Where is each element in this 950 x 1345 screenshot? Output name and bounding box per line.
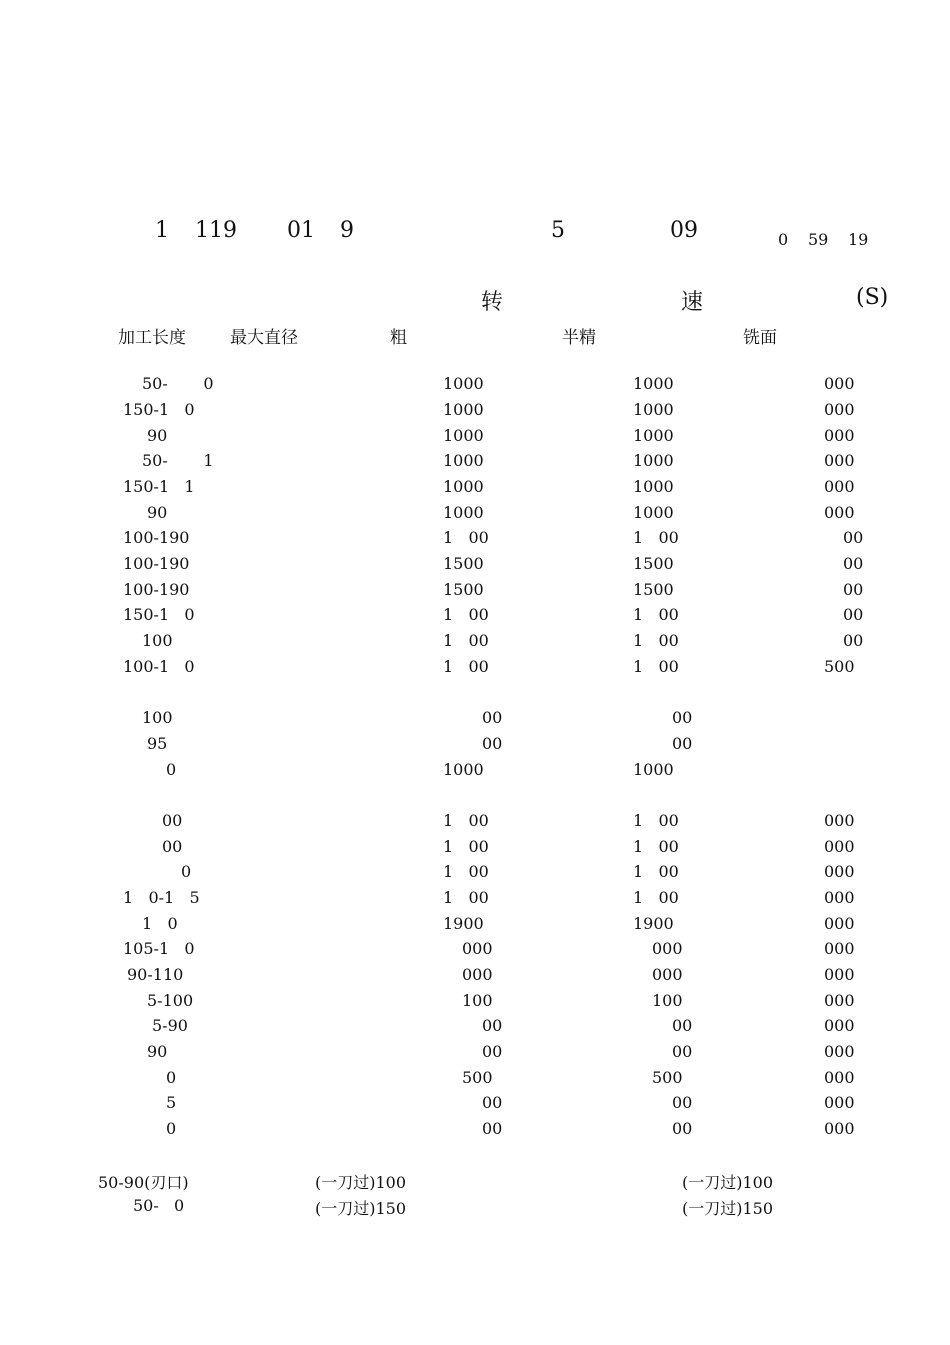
semi-cell: 1 00	[633, 631, 679, 650]
mill-cell: 000	[824, 965, 855, 984]
rough-cell: 00	[482, 734, 503, 753]
top-small-number-1: 0	[778, 230, 789, 249]
mill-cell: 000	[824, 862, 855, 881]
length-cell: 100-190	[123, 528, 190, 547]
semi-cell: (一刀过)100	[682, 1173, 774, 1192]
length-cell: 0	[166, 760, 177, 779]
semi-cell: 1 00	[633, 888, 679, 907]
semi-cell: 00	[672, 734, 693, 753]
semi-cell: 1000	[633, 503, 674, 522]
mill-cell: 00	[843, 580, 864, 599]
top-small-number-2: 59	[808, 230, 829, 249]
mill-cell: 00	[843, 528, 864, 547]
mill-cell: 000	[824, 914, 855, 933]
semi-cell: 1 00	[633, 837, 679, 856]
semi-cell: 1000	[633, 426, 674, 445]
rough-cell: 1500	[443, 580, 484, 599]
semi-cell: 1500	[633, 580, 674, 599]
length-cell: 5-90	[152, 1016, 188, 1035]
mill-cell: 00	[843, 554, 864, 573]
rough-cell: 1 00	[443, 631, 489, 650]
length-cell: 90-110	[127, 965, 184, 984]
mill-cell: 000	[824, 426, 855, 445]
length-cell: 100	[142, 708, 173, 727]
rough-cell: 1000	[443, 477, 484, 496]
top-number-6: 09	[670, 218, 698, 243]
semi-cell: 1000	[633, 760, 674, 779]
mill-cell: 500	[824, 657, 855, 676]
length-cell: 0	[181, 862, 192, 881]
semi-cell: 1500	[633, 554, 674, 573]
top-number-3: 01	[287, 218, 315, 243]
semi-cell: 00	[672, 1016, 693, 1035]
length-cell: 5	[166, 1093, 177, 1112]
rough-cell: 1 00	[443, 657, 489, 676]
semi-cell: 1000	[633, 451, 674, 470]
rough-cell: 00	[482, 1093, 503, 1112]
mill-cell: 000	[824, 451, 855, 470]
rough-cell: 000	[462, 965, 493, 984]
length-cell: 90	[147, 426, 168, 445]
header-rough: 粗	[390, 328, 407, 348]
mill-cell: 000	[824, 1068, 855, 1087]
rough-cell: 1 00	[443, 605, 489, 624]
mill-cell: 00	[843, 605, 864, 624]
semi-cell: 000	[652, 965, 683, 984]
title-char-1: 转	[481, 290, 504, 315]
semi-cell: (一刀过)150	[682, 1199, 774, 1218]
rough-cell: 1000	[443, 451, 484, 470]
rough-cell: 1000	[443, 374, 484, 393]
length-cell: 50-90(刃口)	[98, 1173, 189, 1192]
semi-cell: 00	[672, 1093, 693, 1112]
length-cell: 50- 1	[142, 451, 214, 470]
mill-cell: 000	[824, 374, 855, 393]
rough-cell: (一刀过)100	[315, 1173, 407, 1192]
semi-cell: 1 00	[633, 657, 679, 676]
semi-cell: 1 00	[633, 605, 679, 624]
rough-cell: 1 00	[443, 528, 489, 547]
semi-cell: 100	[652, 991, 683, 1010]
title-unit: (S)	[856, 285, 889, 310]
length-cell: 100	[142, 631, 173, 650]
length-cell: 50- 0	[133, 1196, 185, 1215]
length-cell: 50- 0	[142, 374, 214, 393]
length-cell: 100-190	[123, 580, 190, 599]
semi-cell: 1000	[633, 400, 674, 419]
semi-cell: 00	[672, 1119, 693, 1138]
mill-cell: 000	[824, 1042, 855, 1061]
top-number-2: 119	[195, 218, 237, 243]
title-char-2: 速	[681, 290, 704, 315]
length-cell: 1 0-1 5	[123, 888, 200, 907]
length-cell: 150-1 0	[123, 400, 195, 419]
length-cell: 100-1 0	[123, 657, 195, 676]
semi-cell: 1 00	[633, 528, 679, 547]
length-cell: 100-190	[123, 554, 190, 573]
length-cell: 0	[166, 1119, 177, 1138]
mill-cell: 000	[824, 1093, 855, 1112]
length-cell: 00	[162, 811, 183, 830]
header-milling: 铣面	[743, 328, 777, 348]
rough-cell: 1500	[443, 554, 484, 573]
semi-cell: 00	[672, 1042, 693, 1061]
rough-cell: 1000	[443, 400, 484, 419]
rough-cell: 1000	[443, 503, 484, 522]
mill-cell: 000	[824, 939, 855, 958]
header-semi-finish: 半精	[562, 328, 596, 348]
rough-cell: 1000	[443, 426, 484, 445]
length-cell: 90	[147, 1042, 168, 1061]
mill-cell: 000	[824, 1016, 855, 1035]
semi-cell: 500	[652, 1068, 683, 1087]
mill-cell: 00	[843, 631, 864, 650]
semi-cell: 1 00	[633, 862, 679, 881]
semi-cell: 1000	[633, 374, 674, 393]
length-cell: 150-1 0	[123, 605, 195, 624]
length-cell: 90	[147, 503, 168, 522]
semi-cell: 000	[652, 939, 683, 958]
length-cell: 95	[147, 734, 168, 753]
semi-cell: 00	[672, 708, 693, 727]
semi-cell: 1 00	[633, 811, 679, 830]
rough-cell: 00	[482, 1119, 503, 1138]
rough-cell: 1900	[443, 914, 484, 933]
rough-cell: 1 00	[443, 888, 489, 907]
mill-cell: 000	[824, 400, 855, 419]
top-small-number-3: 19	[848, 230, 869, 249]
length-cell: 1 0	[142, 914, 178, 933]
header-diameter: 最大直径	[230, 328, 298, 348]
mill-cell: 000	[824, 477, 855, 496]
rough-cell: 00	[482, 1042, 503, 1061]
length-cell: 0	[166, 1068, 177, 1087]
mill-cell: 000	[824, 503, 855, 522]
rough-cell: 1 00	[443, 811, 489, 830]
semi-cell: 1000	[633, 477, 674, 496]
rough-cell: 100	[462, 991, 493, 1010]
header-length: 加工长度	[118, 328, 186, 348]
mill-cell: 000	[824, 1119, 855, 1138]
mill-cell: 000	[824, 837, 855, 856]
length-cell: 5-100	[147, 991, 194, 1010]
rough-cell: 00	[482, 1016, 503, 1035]
rough-cell: 1 00	[443, 837, 489, 856]
top-number-1: 1	[155, 218, 169, 243]
mill-cell: 000	[824, 991, 855, 1010]
length-cell: 00	[162, 837, 183, 856]
mill-cell: 000	[824, 811, 855, 830]
rough-cell: 1 00	[443, 862, 489, 881]
semi-cell: 1900	[633, 914, 674, 933]
rough-cell: (一刀过)150	[315, 1199, 407, 1218]
top-number-4: 9	[340, 218, 354, 243]
rough-cell: 500	[462, 1068, 493, 1087]
rough-cell: 000	[462, 939, 493, 958]
mill-cell: 000	[824, 888, 855, 907]
length-cell: 105-1 0	[123, 939, 195, 958]
length-cell: 150-1 1	[123, 477, 195, 496]
rough-cell: 00	[482, 708, 503, 727]
rough-cell: 1000	[443, 760, 484, 779]
top-number-5: 5	[551, 218, 565, 243]
